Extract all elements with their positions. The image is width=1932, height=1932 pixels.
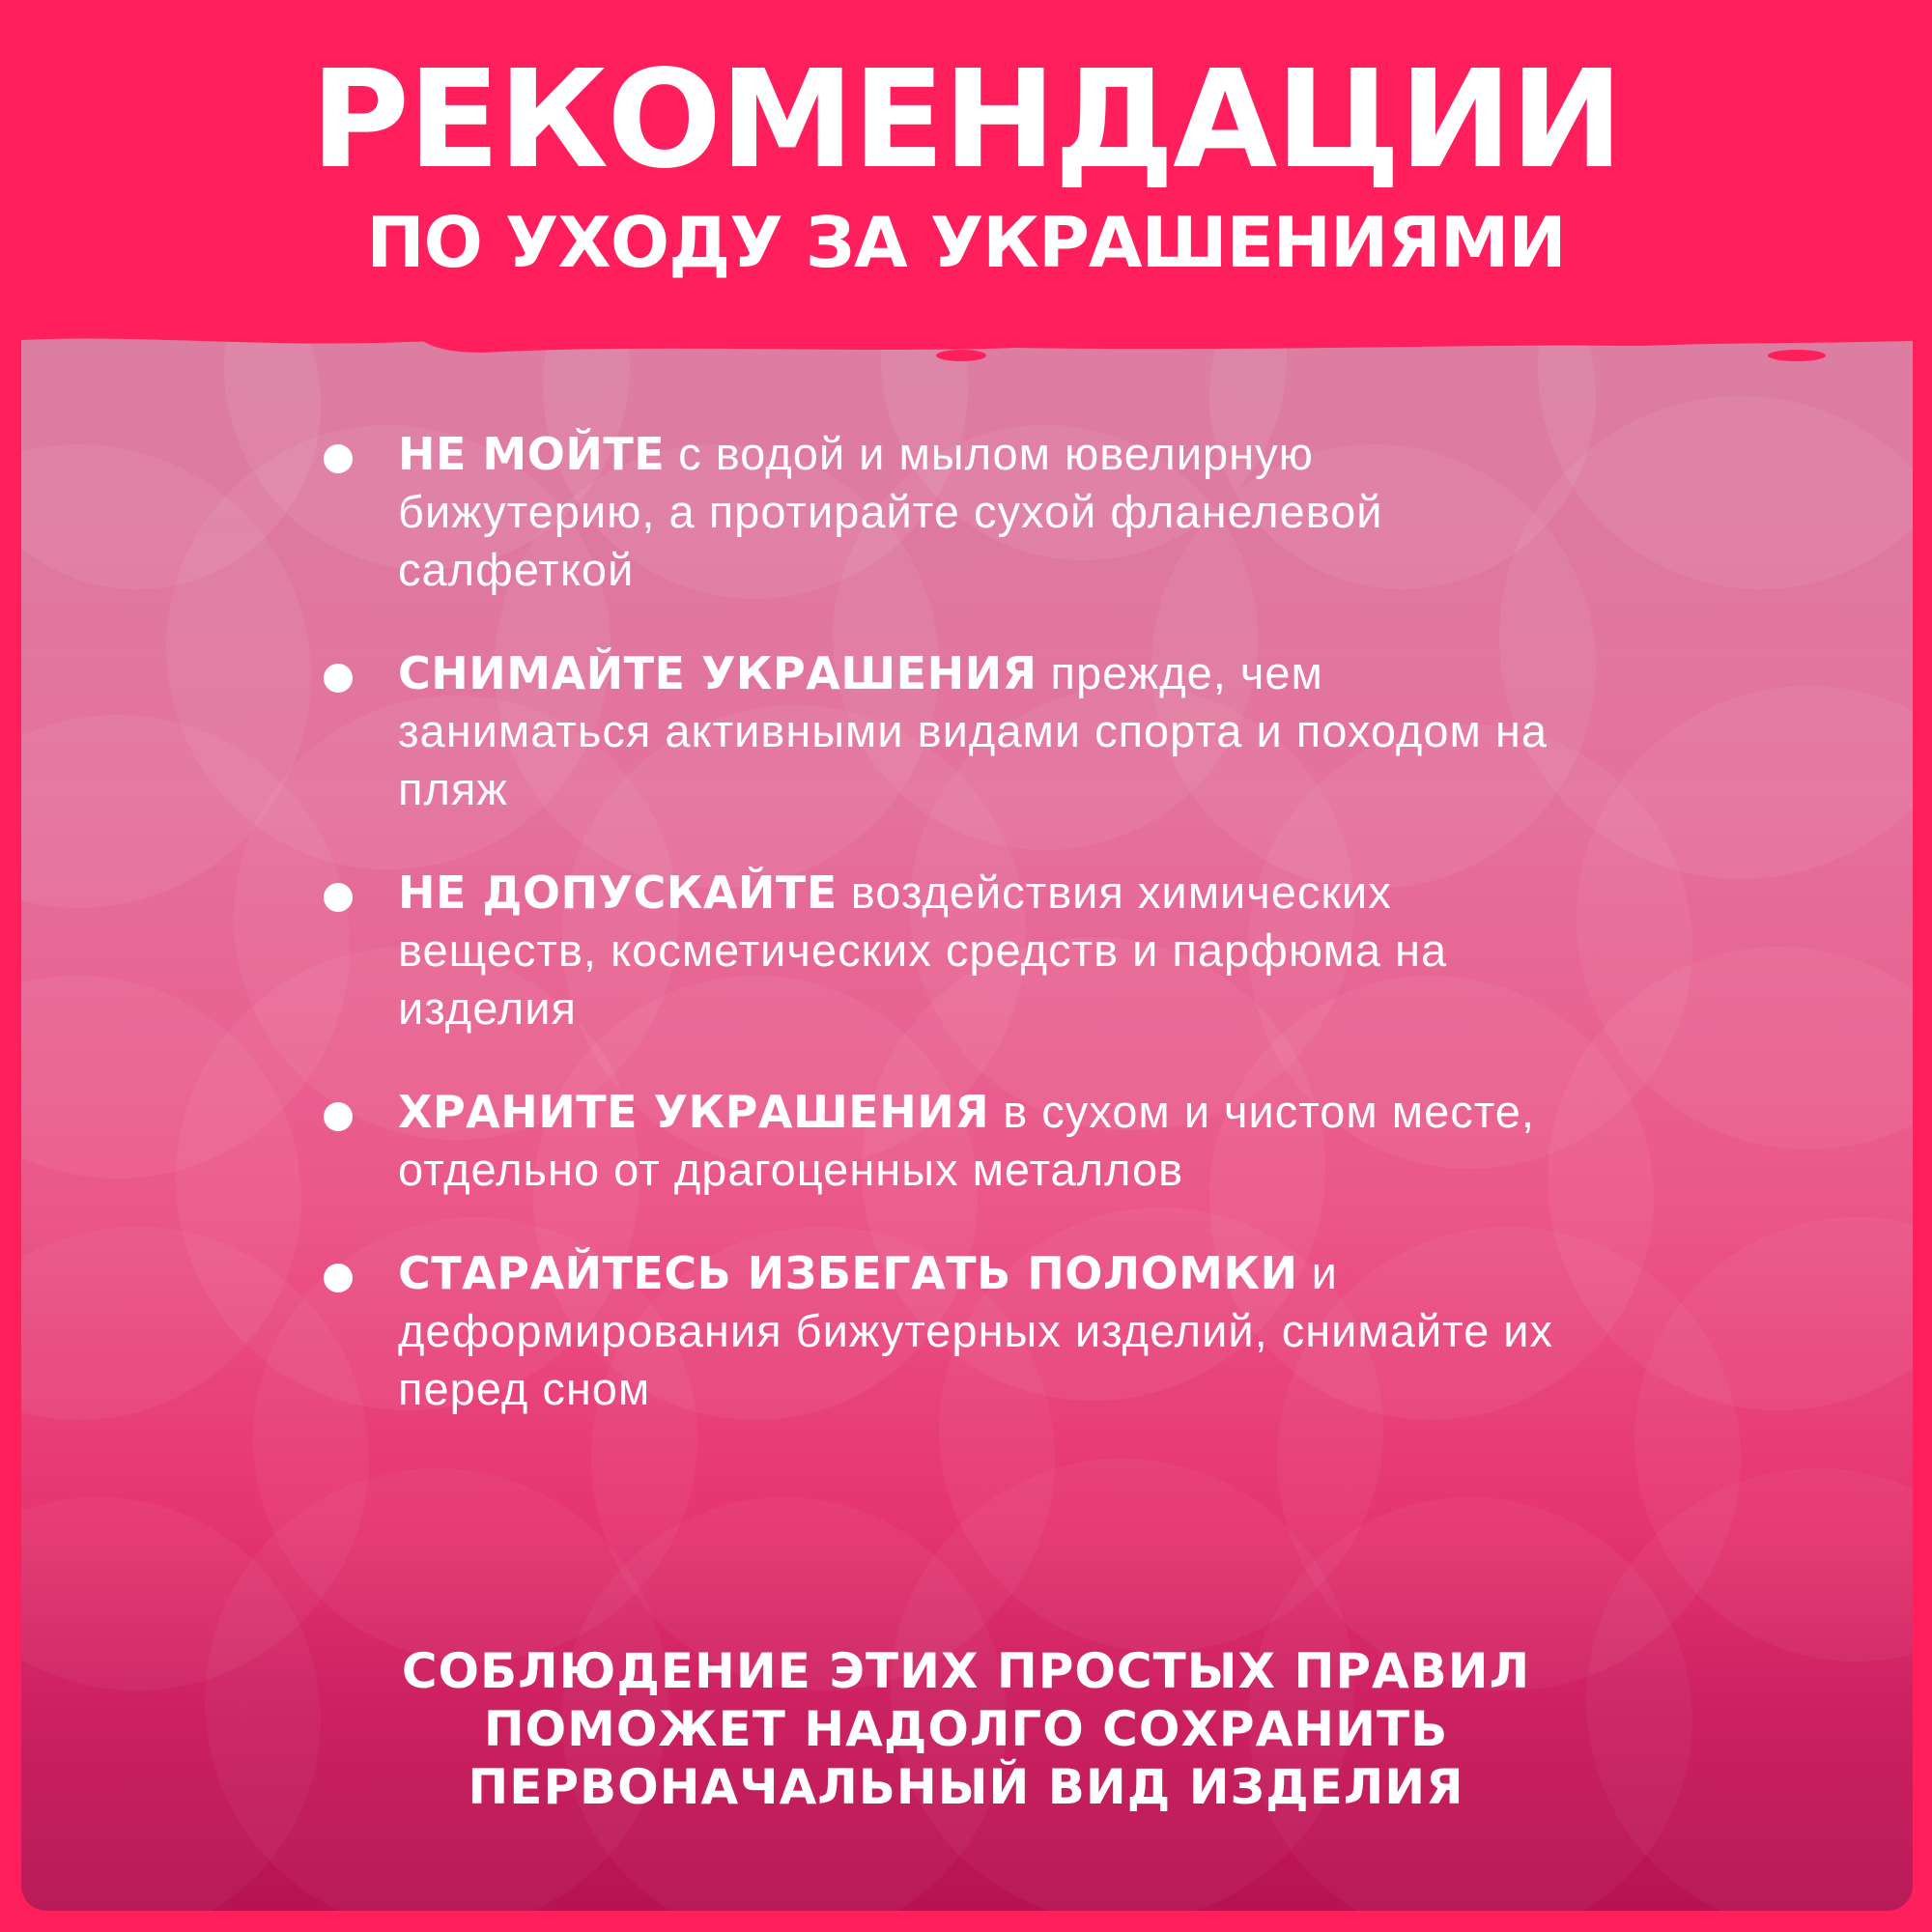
list-item xyxy=(319,1083,1575,1199)
list-item xyxy=(319,644,1575,818)
footer-line: СОБЛЮДЕНИЕ ЭТИХ ПРОСТЫХ ПРАВИЛ xyxy=(401,1643,1531,1699)
tip-emphasis: НЕ МОЙТЕ xyxy=(398,428,666,480)
bullet-icon xyxy=(324,1264,353,1293)
list-item xyxy=(319,1244,1575,1418)
drip-edge xyxy=(0,319,1932,377)
list-item xyxy=(319,864,1575,1037)
list-item xyxy=(319,425,1575,599)
tip-text: с водой и мылом ювелирную бижутерию, а протирайте сухой фланелевой салфеткой xyxy=(398,428,1383,595)
tip-emphasis: СНИМАЙТЕ УКРАШЕНИЯ xyxy=(398,647,1037,699)
tip-text: в сухом и чистом месте, отдельно от драгоценных металлов xyxy=(398,1086,1535,1195)
header xyxy=(0,0,1932,328)
tip-emphasis: СТАРАЙТЕСЬ ИЗБЕГАТЬ ПОЛОМКИ xyxy=(398,1247,1298,1299)
bullet-icon xyxy=(324,1102,353,1131)
page-subtitle: ПО УХОДУ ЗА УКРАШЕНИЯМИ xyxy=(366,202,1566,283)
bullet-icon xyxy=(324,664,353,693)
tip-text: прежде, чем заниматься активными видами спорта и походом на пляж xyxy=(398,647,1548,814)
bullet-icon xyxy=(324,883,353,912)
bullet-icon xyxy=(324,444,353,473)
tip-emphasis: ХРАНИТЕ УКРАШЕНИЯ xyxy=(398,1086,990,1138)
footer-line: ПОМОЖЕТ НАДОЛГО СОХРАНИТЬ xyxy=(483,1701,1449,1757)
tip-text: и деформирования бижутерных изделий, снимайте их перед сном xyxy=(398,1247,1554,1414)
tip-text: воздействия химических веществ, косметических средств и парфюма на изделия xyxy=(398,867,1448,1034)
page-title: РЕКОМЕНДАЦИИ xyxy=(310,42,1622,199)
footer-line: ПЕРВОНАЧАЛЬНЫЙ ВИД ИЗДЕЛИЯ xyxy=(468,1759,1464,1815)
tips-list xyxy=(319,425,1575,1463)
footer-note xyxy=(0,1642,1932,1816)
tip-emphasis: НЕ ДОПУСКАЙТЕ xyxy=(398,867,838,919)
